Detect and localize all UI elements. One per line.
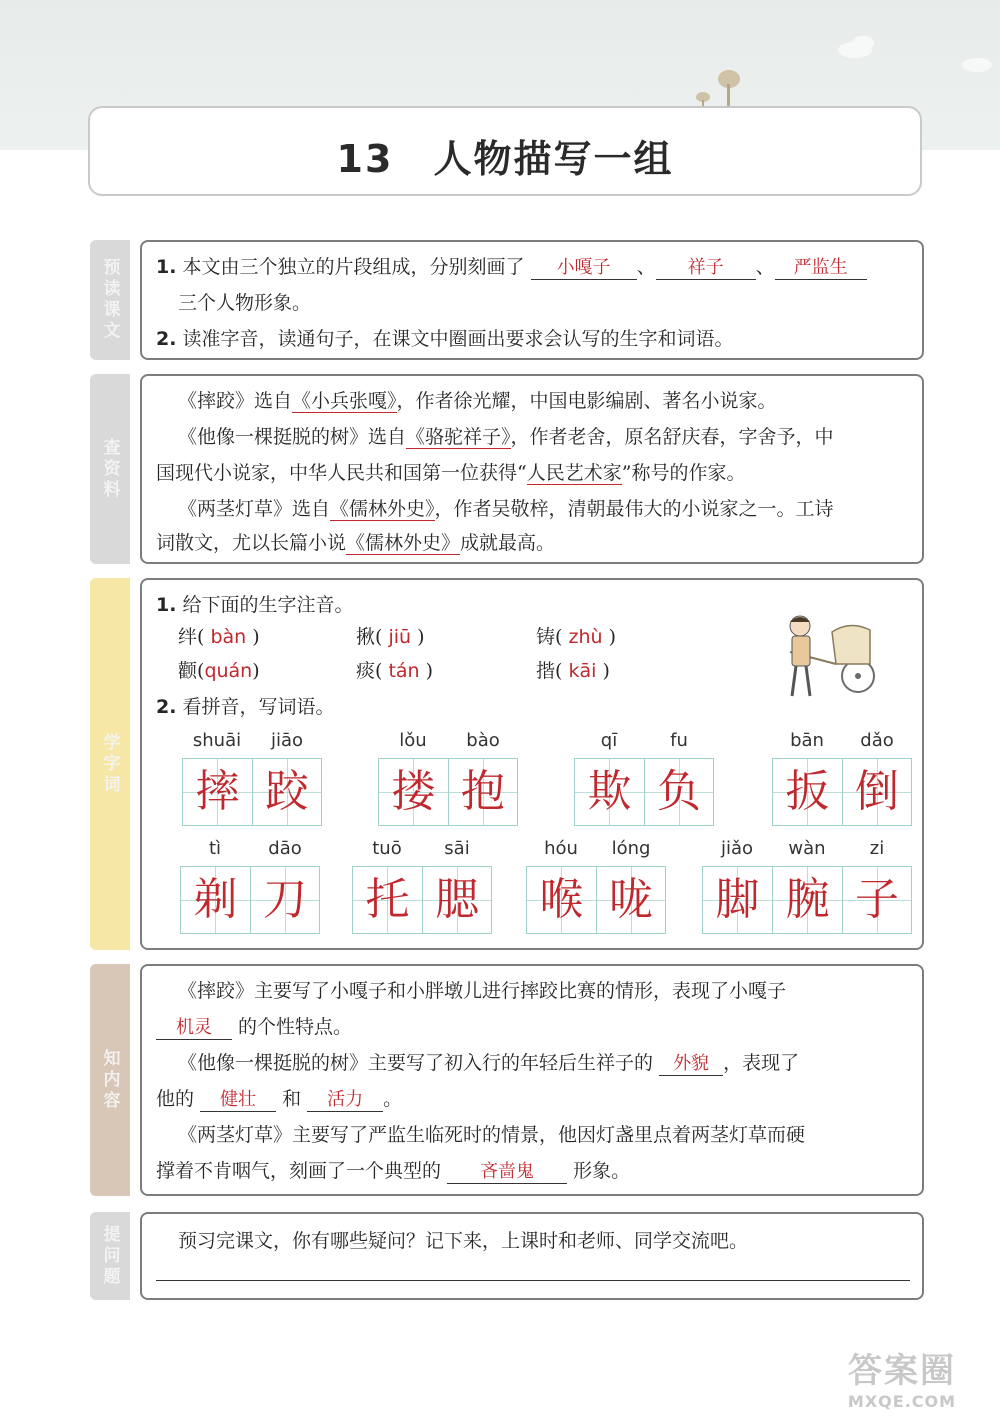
content-line: 他的 健壮 和 活力 。	[156, 1088, 403, 1110]
pinyin-label: lóng	[611, 838, 651, 859]
pinyin-label: wàn	[788, 838, 826, 859]
question-1: 1. 本文由三个独立的片段组成，分别刻画了 小嘎子 、 祥子 、 严监生	[156, 254, 867, 280]
tab-material: 查资料	[90, 374, 130, 564]
phonetic-item: 痰( tán )	[356, 660, 434, 682]
pinyin-label: tì	[208, 838, 222, 859]
tree-decoration	[727, 84, 730, 106]
cloud-decoration	[852, 36, 874, 50]
writing-line[interactable]	[156, 1280, 910, 1281]
pinyin-label: dǎo	[860, 730, 894, 751]
content-line: 《摔跤》主要写了小嘎子和小胖墩儿进行摔跤比赛的情形，表现了小嘎子	[178, 980, 787, 1002]
writing-cell: 喉	[526, 866, 596, 934]
writing-cell: 刀	[250, 866, 320, 934]
answer-blank: 外貌	[659, 1053, 723, 1076]
tab-questions: 提问题	[90, 1212, 130, 1300]
answer-blank: 祥子	[656, 257, 756, 280]
pinyin-label: jiāo	[270, 730, 304, 751]
content-line: 《两茎灯草》主要写了严监生临死时的情景，他因灯盏里点着两茎灯草而硬	[178, 1124, 806, 1146]
lesson-number: 13	[336, 137, 394, 181]
tab-chars: 学字词	[90, 578, 130, 950]
material-para-3: 《两茎灯草》选自《儒林外史》，作者吴敬梓，清朝最伟大的小说家之一。工诗	[178, 498, 834, 520]
tab-preview: 预读课文	[90, 240, 130, 360]
answer-blank: 小嘎子	[531, 257, 637, 280]
lesson-title: 人物描写一组	[433, 137, 674, 181]
phonetic-item: 揪( jiū )	[356, 626, 425, 648]
pinyin-label: sāi	[444, 838, 470, 859]
section-content	[140, 964, 924, 1196]
chars-question-1: 1. 给下面的生字注音。	[156, 594, 354, 616]
answer-blank: 机灵	[156, 1017, 232, 1040]
pinyin-label: tuō	[372, 838, 402, 859]
pinyin-label: bān	[790, 730, 824, 751]
cloud-decoration	[962, 58, 992, 72]
questions-prompt: 预习完课文，你有哪些疑问？记下来，上课时和老师、同学交流吧。	[178, 1230, 749, 1252]
tab-content: 知内容	[90, 964, 130, 1196]
writing-cell: 跤	[252, 758, 322, 826]
section-questions	[140, 1212, 924, 1300]
pinyin-label: hóu	[544, 838, 578, 859]
chars-question-2: 2. 看拼音，写词语。	[156, 696, 335, 718]
phonetic-item: 揩( kāi )	[536, 660, 610, 682]
rickshaw-illustration	[770, 612, 880, 702]
answer-blank: 活力	[307, 1089, 383, 1112]
watermark-logo: 答案圈 MXQE.COM	[847, 1351, 957, 1411]
phonetic-item: 铸( zhù )	[536, 626, 616, 648]
writing-cell: 倒	[842, 758, 912, 826]
writing-cell: 搂	[378, 758, 448, 826]
phonetic-item: 绊( bàn )	[178, 626, 260, 648]
writing-cell: 脚	[702, 866, 772, 934]
material-para-2-continued: 国现代小说家，中华人民共和国第一位获得“人民艺术家”称号的作家。	[156, 462, 746, 484]
question-2: 2. 读准字音，读通句子，在课文中圈画出要求会认写的生字和词语。	[156, 328, 734, 350]
content-line: 机灵 的个性特点。	[156, 1014, 352, 1040]
writing-cell: 腮	[422, 866, 492, 934]
writing-cell: 扳	[772, 758, 842, 826]
pinyin-label: lǒu	[399, 730, 427, 751]
writing-cell: 咙	[596, 866, 666, 934]
section-preview	[140, 240, 924, 360]
pinyin-label: jiǎo	[720, 838, 754, 859]
pinyin-label: shuāi	[192, 730, 242, 751]
writing-cell: 子	[842, 866, 912, 934]
section-material	[140, 374, 924, 564]
content-line: 《他像一棵挺脱的树》主要写了初入行的年轻后生祥子的 外貌 ，表现了	[178, 1052, 800, 1074]
pinyin-label: zi	[869, 838, 885, 859]
material-para-2: 《他像一棵挺脱的树》选自《骆驼祥子》，作者老舍，原名舒庆春，字舍予，中	[178, 426, 834, 448]
page-title	[90, 128, 920, 183]
material-para-1: 《摔跤》选自《小兵张嘎》，作者徐光耀，中国电影编剧、著名小说家。	[178, 390, 777, 412]
writing-cell: 抱	[448, 758, 518, 826]
answer-blank: 健壮	[200, 1089, 276, 1112]
pinyin-label: fu	[670, 730, 688, 751]
phonetic-item: 颧(quán)	[178, 660, 260, 682]
writing-cell: 剃	[180, 866, 250, 934]
content-line: 撑着不肯咽气，刻画了一个典型的 吝啬鬼 形象。	[156, 1160, 631, 1182]
material-para-3-continued: 词散文，尤以长篇小说《儒林外史》成就最高。	[156, 532, 556, 554]
writing-cell: 欺	[574, 758, 644, 826]
answer-blank: 严监生	[775, 257, 867, 280]
pinyin-label: bào	[466, 730, 500, 751]
writing-cell: 托	[352, 866, 422, 934]
writing-cell: 腕	[772, 866, 842, 934]
pinyin-label: qī	[600, 730, 618, 751]
question-1-continued: 三个人物形象。	[178, 292, 312, 314]
pinyin-label: dāo	[268, 838, 302, 859]
title-box	[88, 106, 922, 196]
writing-cell: 负	[644, 758, 714, 826]
answer-blank: 吝啬鬼	[447, 1161, 567, 1184]
writing-cell: 摔	[182, 758, 252, 826]
